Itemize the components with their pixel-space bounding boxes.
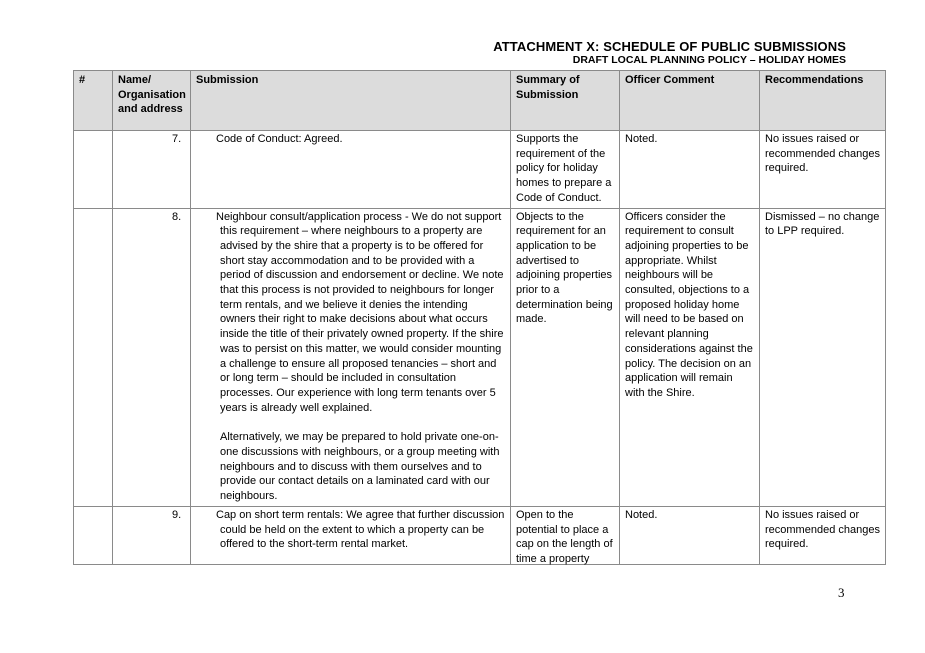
- cell-officer-comment: Officers consider the requirement to consult adjoining properties to be appropriate. Whilst neighbours will be consulted, objections to a proposed holiday home will need to be based on relevant planning considerations against the policy. The decision on an application will remain with the Shire.: [620, 208, 760, 506]
- submissions-table: [73, 70, 886, 565]
- column-header-number: #: [74, 71, 113, 131]
- item-number: 7.: [172, 133, 182, 145]
- cell-officer-comment: Noted.: [620, 131, 760, 209]
- document-header: [493, 39, 846, 67]
- item-number: 9.: [172, 508, 182, 521]
- cell-number: [74, 506, 113, 564]
- cell-submission: [172, 506, 511, 564]
- cell-submission: [172, 208, 511, 506]
- page-number: 3: [838, 585, 845, 600]
- table-row: [74, 208, 886, 506]
- cell-summary: [511, 506, 620, 564]
- submission-text: Code of Conduct: Agreed.: [216, 133, 343, 145]
- submission-text: Neighbour consult/application process - We do not support this requirement – where neighbours to a property are advised by the shire that a property is to be offered for short stay accommodation and to be provided with a period of discussion and endorsement or decline. We note that this process is not provided to neighbours for longer term rentals, and we believe it denies the intending owners their right to make decisions about what occurs inside the title of their privately owned property. If the shire was to persist on this matter, we would consider mounting a challenge to ensure all proposed tenancies – short and or long term – should be included in consultation processes. Our experience with long term tenants over 5 years is already well explained.: [216, 210, 504, 414]
- cell-name: [113, 208, 191, 506]
- column-header-officer-comment: Officer Comment: [620, 71, 760, 131]
- item-number: 8.: [172, 210, 182, 223]
- column-header-summary: Summary of Submission: [511, 71, 620, 131]
- table-row: [74, 506, 886, 564]
- document-subtitle: DRAFT LOCAL PLANNING POLICY – HOLIDAY HOMES: [572, 54, 846, 66]
- submission-text: Cap on short term rentals: We agree that further discussion could be held on the extent to which a property can be offered to the short-term rental market.: [216, 508, 505, 551]
- document-title: ATTACHMENT X: SCHEDULE OF PUBLIC SUBMISSIONS: [493, 39, 846, 54]
- cell-recommendation: No issues raised or recommended changes required.: [760, 131, 886, 209]
- table-header-row: [74, 71, 886, 131]
- cell-number: [74, 131, 113, 209]
- cell-summary: Objects to the requirement for an application to be advertised to adjoining properties prior to a determination being made.: [511, 208, 620, 506]
- cell-recommendation: No issues raised or recommended changes required.: [760, 506, 886, 564]
- cell-submission: [172, 131, 511, 209]
- summary-text: Open to the potential to place a cap on the length of time a property: [516, 508, 613, 565]
- cell-number: [74, 208, 113, 506]
- cell-recommendation: Dismissed – no change to LPP required.: [760, 208, 886, 506]
- submission-text-continued: Alternatively, we may be prepared to hold private one-on-one discussions with neighbours, or a group meeting with neighbours and to discuss with them ourselves and to provide our contact details on a laminated card with our neighbours.: [220, 431, 500, 503]
- table-row: [74, 131, 886, 209]
- cell-officer-comment: Noted.: [620, 506, 760, 564]
- column-header-submission: Submission: [191, 71, 511, 131]
- column-header-name: Name/ Organisation and address: [113, 71, 191, 131]
- column-header-recommendations: Recommendations: [760, 71, 886, 131]
- cell-summary: Supports the requirement of the policy for holiday homes to prepare a Code of Conduct.: [511, 131, 620, 209]
